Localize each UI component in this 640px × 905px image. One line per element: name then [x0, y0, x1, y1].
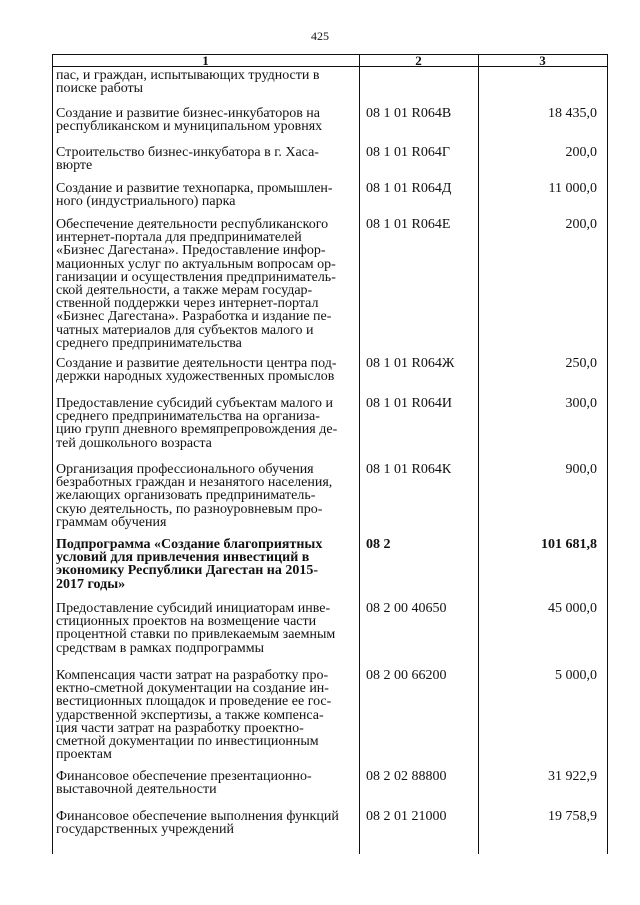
row-amount: 18 435,0 — [548, 106, 597, 121]
table-right-border — [607, 54, 608, 854]
column-divider-2 — [478, 54, 479, 854]
row-description: Предоставление субсидий инициаторам инве- стиционных проектов на возмещение части процентной ставки по привлекаемым заемным средствам в рамках подпрограммы — [56, 601, 336, 656]
row-description: Создание и развитие деятельности центра под- держки народных художественных промыслов — [56, 356, 337, 385]
row-code: 08 2 02 88800 — [366, 769, 447, 784]
column-header-2: 2 — [415, 53, 422, 68]
row-amount: 300,0 — [565, 396, 597, 411]
row-description: Строительство бизнес-инкубатора в г. Хаса- вюрте — [56, 145, 319, 174]
row-amount: 250,0 — [565, 356, 597, 371]
row-code: 08 1 01 R064К — [366, 462, 452, 477]
row-amount: 31 922,9 — [548, 769, 597, 784]
column-header-1: 1 — [202, 53, 209, 68]
row-description: Обеспечение деятельности республиканского интернет-портала для предпринимателей «Бизнес Дагестана». Предоставление инфор- мационных услуг по актуальным вопросам ор- ганизации и осуществления предприниматель- ской деятельности, а также мерам государ- ственной поддержки через интернет-портал «Бизнес Дагестана». Разработка и издание пе- чатных материалов для субъектов малого и среднего предпринимательства — [56, 217, 336, 351]
row-description: Финансовое обеспечение презентационно- выставочной деятельности — [56, 769, 312, 798]
row-code: 08 1 01 R064Г — [366, 145, 450, 160]
row-amount: 11 000,0 — [548, 181, 597, 196]
row-code: 08 1 01 R064E — [366, 217, 451, 232]
row-amount: 900,0 — [565, 462, 597, 477]
column-divider-1 — [359, 54, 360, 854]
subprogram-amount: 101 681,8 — [541, 537, 597, 552]
row-amount: 45 000,0 — [548, 601, 597, 616]
row-description: Создание и развитие технопарка, промышлен- ного (индустриального) парка — [56, 181, 333, 210]
row-amount: 19 758,9 — [548, 809, 597, 824]
row-description: Организация профессионального обучения безработных граждан и незанятого населения, желающих организовать предприниматель- скую деятельность, по разноуровневым про- граммам обучения — [56, 462, 333, 530]
row-amount: 200,0 — [565, 145, 597, 160]
row-code: 08 2 01 21000 — [366, 809, 447, 824]
row-code: 08 1 01 R064Д — [366, 181, 452, 196]
subprogram-title: Подпрограмма «Создание благоприятных условий для привлечения инвестиций в экономику Республики Дагестан на 2015- 2017 годы» — [56, 537, 323, 592]
budget-table — [52, 54, 608, 854]
row-code: 08 1 01 R064B — [366, 106, 452, 121]
row-code: 08 1 01 R064И — [366, 396, 452, 411]
row-code: 08 2 00 40650 — [366, 601, 447, 616]
row-description: Предоставление субсидий субъектам малого и среднего предпринимательства на организа- цию групп дневного времяпрепровождения де- тей дошкольного возраста — [56, 396, 338, 451]
row-description: Создание и развитие бизнес-инкубаторов на республиканском и муниципальном уровнях — [56, 106, 323, 135]
row-code: 08 2 00 66200 — [366, 668, 447, 683]
row-amount: 5 000,0 — [555, 668, 597, 683]
table-left-border — [52, 54, 53, 854]
row-description: Компенсация части затрат на разработку про- ектно-сметной документации на создание ин- вестиционных площадок и проведение ее гос- ударственной экспертизы, а также компенса- ция части затрат на разработку проектно- сметной документации по инвестиционным проектам — [56, 668, 332, 763]
subprogram-code: 08 2 — [366, 537, 391, 552]
row-amount: 200,0 — [565, 217, 597, 232]
page-number: 425 — [311, 29, 329, 43]
row-code: 08 1 01 R064Ж — [366, 356, 455, 371]
row-description: пас, и граждан, испытывающих трудности в поиске работы — [56, 68, 320, 97]
column-header-3: 3 — [539, 53, 546, 68]
row-description: Финансовое обеспечение выполнения функций государственных учреждений — [56, 809, 339, 838]
